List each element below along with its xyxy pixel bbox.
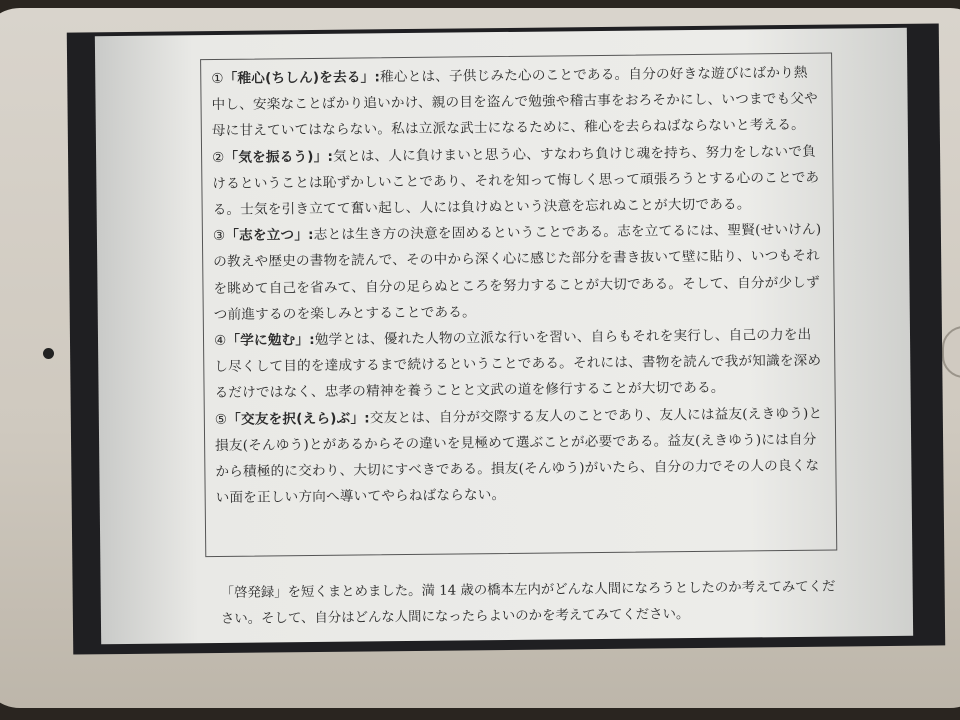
item-number: ④ [213,332,227,350]
list-item [214,322,825,407]
item-heading: 「稚心(ちしん)を去る」: [223,69,381,87]
item-number: ② [212,149,225,166]
footer-prompt: 「啓発録」を短くまとめました。満 14 歳の橋本左内がどんな人間になろうとしたのか考えてみてください。そして、自分はどんな人間になったらよいのかを考えてみてください。 [220,579,836,627]
list-item [213,217,824,328]
list-item [211,60,822,145]
keihatsuroku-summary-box [200,53,837,558]
list-item [212,138,823,223]
item-text: 志とは生き方の決意を固めるということである。志を立てるには、聖賢(せいけん)の教えや歴史の書物を読んで、その中から深く心に感じた部分を書き抜いて壁に貼り、いつもそれを眺めて自己を省みて、自分の足らぬところを努力することが大切である。そして、自分が少しずつ前進するのを楽しみとすることである。 [213,221,822,323]
item-number: ① [211,70,224,88]
item-text: 稚心とは、子供じみた心のことである。自分の好きな遊びにばかり熱中し、安楽なことばかり追いかけ、親の目を盗んで勉強や稽古事をおろそかにし、いつまでも父や母に甘えていてはならない。私は立派な武士になるために、稚心を去らねばならないと考える。 [211,64,819,140]
item-text: 交友とは、自分が交際する友人のことであり、友人には益友(えきゆう)と損友(そんゆう)とがあるからその違いを見極めて選ぶことが必要である。益友(えきゆう)には自分から積極的に交わり、大切にすべきである。損友(そんゆう)がいたら、自分の力でその人の良くない面を正しい方向へ導いてやらねばならない。 [215,405,823,507]
list-item [215,400,826,511]
item-text: 気とは、人に負けまいと思う心、すなわち負けじ魂を持ち、努力をしないで負けるということは恥ずかしいことであり、それを知って悔しく思って頑張ろうとする心のことである。士気を引き立てて奮い起し、人には負けぬという決意を忘れぬことが大切である。 [212,143,820,219]
item-heading: 「気を振るう)」: [224,148,334,166]
document-screen [95,28,913,644]
item-text: 勉学とは、優れた人物の立派な行いを習い、自らもそれを実行し、自己の力を出し尽くして目的を達成するまで続けるということである。それには、書物を読んで我が知識を深めるだけではなく、忠孝の精神を養うことと文武の道を修行することが大切である。 [214,326,822,402]
item-heading: 「学に勉む」: [226,332,315,349]
camera-icon [43,348,54,359]
item-number: ⑤ [214,411,228,428]
item-heading: 「交友を択(えら)ぶ」: [227,410,370,428]
item-number: ③ [212,228,226,245]
item-heading: 「志を立つ」: [225,227,314,245]
